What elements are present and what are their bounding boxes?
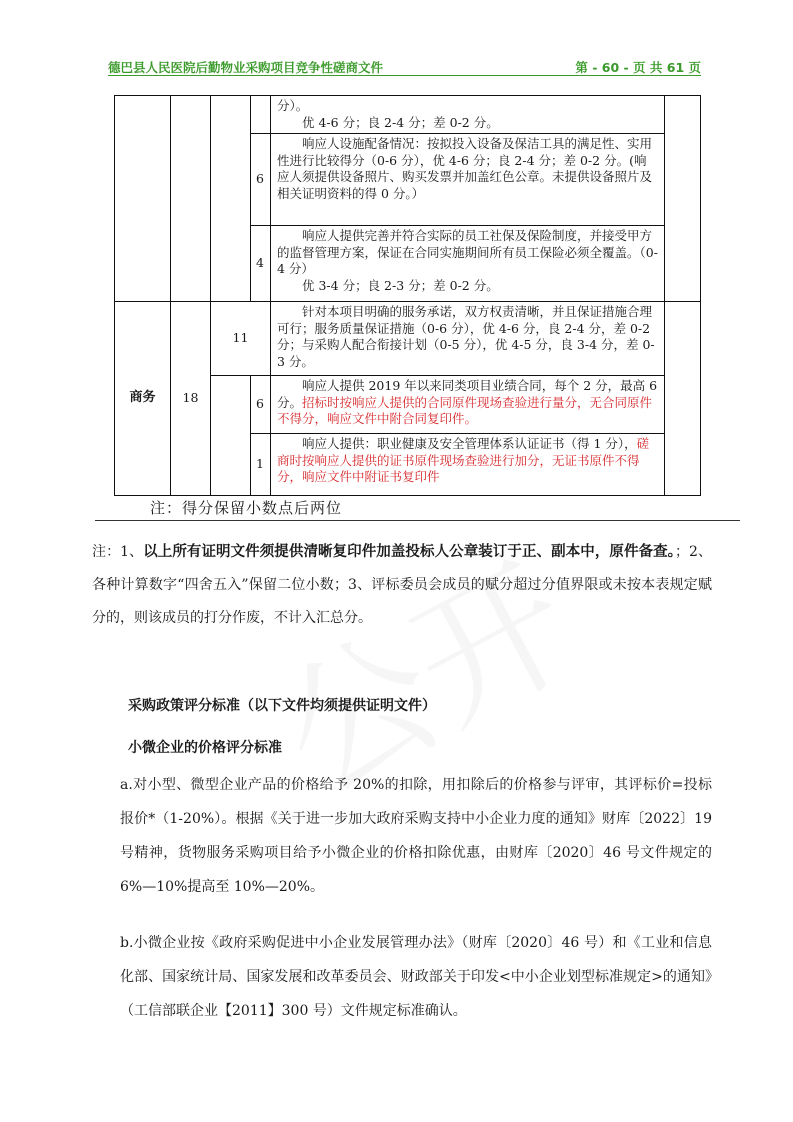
table-row (115, 302, 701, 376)
category-total-cell: 18 (171, 302, 211, 496)
page-number: 第 - 60 - 页 共 61 页 (575, 60, 701, 75)
points-cell: 6 (251, 376, 271, 434)
red-requirement: 招标时按响应人提供的合同原件现场查验进行量分，无合同原件不得分，响应文件中附合同复印件。 (277, 394, 653, 426)
category-cell-prev (115, 96, 171, 302)
paragraph-b: b.小微企业按《政府采购促进中小企业发展管理办法》（财库〔2020〕46 号）和《工业和信息化部、国家统计局、国家发展和改革委员会、财政部关于印发<中小企业划型标准规定>的通知》（工信部联企业【2011】300 号）文件规定标准确认。 (120, 935, 712, 1019)
points-cell: 4 (251, 226, 271, 302)
foot-note: 注：1、以上所有证明文件须提供清晰复印件加盖投标人公章装订于正、副本中，原件备查。；2、各种计算数字“四舍五入”保留二位小数；3、评标委员会成员的赋分超过分值界限或未按本表规定赋分的，则该成员的打分作废，不计入汇总分。 (92, 544, 712, 626)
criteria-cell: 响应人设施配备情况：按拟投入设备及保洁工具的满足性、实用性进行比较得分（0-6 分），优 4-6 分；良 2-4 分；差 0-2 分。(响应人须提供设备照片、购买发票并加盖红色公章。未提供设备照片及相关证明资料的得 0 分。） (271, 134, 665, 226)
criteria-cell: 响应人提供：职业健康及安全管理体系认证证书（得 1 分），磋商时按响应人提供的证书原件现场查验进行加分，无证书原件不得分，响应文件中附证书复印件 (271, 434, 665, 496)
header-title: 德巴县人民医院后勤物业采购项目竞争性磋商文件 (108, 60, 384, 75)
criteria-cell: 针对本项目明确的服务承诺，双方权责清晰，并且保证措施合理可行；服务质量保证措施（0-6 分），优 4-6 分，良 2-4 分，差 0-2 分；与采购人配合衔接计划（0-5 分），优 4-5 分，良 3-4 分，差 0-3 分。 (271, 302, 665, 376)
blank-cell-prev (211, 96, 251, 302)
total-cell-prev (171, 96, 211, 302)
paragraph-a: a.对小型、微型企业产品的价格给予 20%的扣除，用扣除后的价格参与评审，其评标价=投标报价*（1-20%）。根据《关于进一步加大政府采购支持中小企业力度的通知》财库〔2022〕19 号精神，货物服务采购项目给予小微企业的价格扣除优惠，由财库〔2020〕46 号文件规定的 6%—10%提高至 10%—20%。 (120, 777, 712, 895)
remarks-cell (665, 96, 701, 302)
criteria-cell: 分）。 优 4-6 分；良 2-4 分；差 0-2 分。 (271, 96, 665, 134)
foot-note-bold: 以上所有证明文件须提供清晰复印件加盖投标人公章装订于正、副本中，原件备查。 (143, 544, 675, 560)
header-divider (108, 75, 701, 76)
sub-title: 小微企业的价格评分标准 (128, 740, 282, 756)
criteria-cell: 响应人提供完善并符合实际的员工社保及保险制度，并接受甲方的监督管理方案，保证在合同实施期间所有员工保险必须全覆盖。（0-4 分） 优 3-4 分；良 2-3 分；差 0-2 分。 (271, 226, 665, 302)
scoring-table (114, 95, 701, 496)
category-cell: 商务 (115, 302, 171, 496)
table-row (115, 96, 701, 134)
criteria-cell: 响应人提供 2019 年以来同类项目业绩合同，每个 2 分，最高 6 分。招标时按响应人提供的合同原件现场查验进行量分，无合同原件不得分，响应文件中附合同复印件。 (271, 376, 665, 434)
red-requirement: 磋商时按响应人提供的证书原件现场查验进行加分，无证书原件不得分，响应文件中附证书复印件 (277, 436, 650, 484)
points-cell: 11 (211, 302, 271, 376)
points-cell: 1 (251, 434, 271, 496)
table-note: 注：得分保留小数点后两位 (150, 499, 343, 517)
points-cell: 6 (251, 134, 271, 226)
section-title: 采购政策评分标准（以下文件均须提供证明文件） (128, 698, 436, 714)
blank-cell (211, 376, 251, 496)
remarks-cell (665, 302, 701, 496)
points-cell (251, 96, 271, 134)
note-divider (95, 520, 740, 521)
